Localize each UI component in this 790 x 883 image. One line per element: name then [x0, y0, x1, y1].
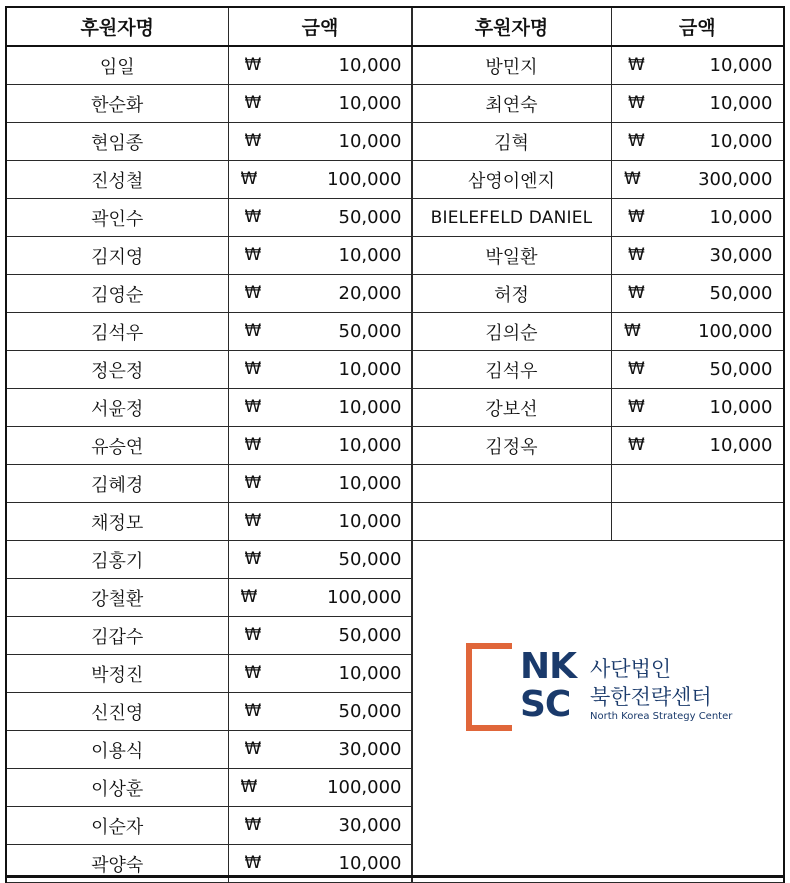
- donation-amount: 50,000: [709, 359, 773, 380]
- donation-amount: 50,000: [338, 207, 402, 228]
- table-row: [6, 199, 412, 237]
- donation-amount-cell: [228, 617, 412, 655]
- donation-amount: 30,000: [338, 739, 402, 760]
- donation-amount-cell: [228, 351, 412, 389]
- donation-amount: 10,000: [338, 435, 402, 456]
- donation-amount: 100,000: [698, 321, 773, 342]
- donation-amount: 10,000: [709, 55, 773, 76]
- donation-amount-cell: [228, 275, 412, 313]
- table-row: [6, 541, 412, 579]
- donor-name: 김갑수: [6, 617, 228, 655]
- table-row: [6, 807, 412, 845]
- table-row: [412, 161, 784, 199]
- table-row: [412, 389, 784, 427]
- table-row: [412, 427, 784, 465]
- donor-name: 유승연: [6, 427, 228, 465]
- donor-name: 김석우: [412, 351, 612, 389]
- donation-amount: 10,000: [709, 435, 773, 456]
- donation-amount: 10,000: [338, 245, 402, 266]
- won-symbol: ₩: [240, 777, 258, 797]
- donor-name: 삼영이엔지: [412, 161, 612, 199]
- donation-amount-cell: [612, 199, 784, 237]
- donation-amount: 10,000: [338, 93, 402, 114]
- donation-amount-cell: [228, 769, 412, 807]
- donation-amount-cell: [612, 389, 784, 427]
- donor-name: 한순화: [6, 85, 228, 123]
- donation-amount: 50,000: [338, 321, 402, 342]
- donation-amount-cell: [228, 313, 412, 351]
- donation-amount: 30,000: [709, 245, 773, 266]
- won-symbol: ₩: [244, 55, 262, 75]
- donor-name: 서윤정: [6, 389, 228, 427]
- table-row: [6, 503, 412, 541]
- donation-amount: 100,000: [327, 587, 402, 608]
- left-donor-table: [5, 6, 413, 883]
- donor-name: 채정모: [6, 503, 228, 541]
- logo-sc: SC: [520, 684, 571, 725]
- table-row: [6, 617, 412, 655]
- empty-cell: [612, 465, 784, 503]
- won-symbol: ₩: [244, 739, 262, 759]
- right-donor-table: [411, 6, 785, 883]
- won-symbol: ₩: [628, 283, 645, 303]
- table-row: [6, 237, 412, 275]
- donor-name: 김혁: [412, 123, 612, 161]
- donor-name: 김의순: [412, 313, 612, 351]
- table-row: [6, 275, 412, 313]
- won-symbol: ₩: [244, 663, 262, 683]
- donation-amount: 10,000: [338, 853, 402, 874]
- won-symbol: ₩: [240, 587, 258, 607]
- won-symbol: ₩: [624, 321, 641, 341]
- table-row: [412, 199, 784, 237]
- table-row: [412, 237, 784, 275]
- donation-amount: 10,000: [709, 397, 773, 418]
- won-symbol: ₩: [244, 815, 262, 835]
- donor-name: 김석우: [6, 313, 228, 351]
- donation-amount: 10,000: [338, 511, 402, 532]
- nksc-logo: [466, 643, 746, 735]
- donor-name: 김혜경: [6, 465, 228, 503]
- donation-amount: 300,000: [698, 169, 773, 190]
- won-symbol: ₩: [628, 93, 645, 113]
- donor-name: 신진영: [6, 693, 228, 731]
- donation-amount: 50,000: [338, 549, 402, 570]
- donation-amount: 10,000: [709, 131, 773, 152]
- table-row: [6, 161, 412, 199]
- logo-korean-bottom: 북한전략센터: [590, 685, 712, 709]
- won-symbol: ₩: [244, 701, 262, 721]
- table-row: [6, 655, 412, 693]
- donor-name: 김홍기: [6, 541, 228, 579]
- donation-amount: 10,000: [709, 93, 773, 114]
- donor-name: 이상훈: [6, 769, 228, 807]
- table-row: [6, 579, 412, 617]
- table-row: [412, 313, 784, 351]
- donation-amount: 50,000: [338, 701, 402, 722]
- donation-amount-cell: [228, 655, 412, 693]
- table-row: [412, 123, 784, 161]
- won-symbol: ₩: [628, 245, 645, 265]
- donation-amount-cell: [612, 275, 784, 313]
- donor-name: 강철환: [6, 579, 228, 617]
- table-row: [412, 85, 784, 123]
- donation-amount: 10,000: [709, 207, 773, 228]
- logo-bracket-icon: [466, 643, 516, 731]
- won-symbol: ₩: [244, 207, 262, 227]
- donor-name: 박정진: [6, 655, 228, 693]
- donation-amount: 10,000: [338, 663, 402, 684]
- won-symbol: ₩: [244, 245, 262, 265]
- empty-cell: [412, 465, 612, 503]
- empty-cell: [412, 503, 612, 541]
- donor-name: 곽양숙: [6, 845, 228, 883]
- won-symbol: ₩: [244, 397, 262, 417]
- donation-amount: 100,000: [327, 169, 402, 190]
- donation-amount-cell: [228, 389, 412, 427]
- donation-amount-cell: [228, 465, 412, 503]
- name-header: 후원자명: [6, 7, 228, 46]
- donation-amount-cell: [228, 579, 412, 617]
- logo-korean-top: 사단법인: [590, 657, 672, 681]
- logo-nk: NK: [520, 646, 577, 687]
- donation-amount-cell: [612, 161, 784, 199]
- table-row: [412, 275, 784, 313]
- donation-amount-cell: [612, 427, 784, 465]
- donation-amount-cell: [612, 46, 784, 85]
- table-row: [6, 465, 412, 503]
- won-symbol: ₩: [244, 359, 262, 379]
- won-symbol: ₩: [244, 473, 262, 493]
- donation-amount-cell: [612, 351, 784, 389]
- donor-name: 김정옥: [412, 427, 612, 465]
- donation-amount-cell: [228, 199, 412, 237]
- won-symbol: ₩: [244, 93, 262, 113]
- donor-name: 곽인수: [6, 199, 228, 237]
- donation-amount: 10,000: [338, 55, 402, 76]
- won-symbol: ₩: [244, 131, 262, 151]
- donor-name: 현임종: [6, 123, 228, 161]
- donor-name: 진성철: [6, 161, 228, 199]
- won-symbol: ₩: [244, 625, 262, 645]
- donor-name: 허정: [412, 275, 612, 313]
- table-row: [6, 693, 412, 731]
- won-symbol: ₩: [244, 283, 262, 303]
- won-symbol: ₩: [240, 169, 258, 189]
- table-row: [6, 123, 412, 161]
- donation-amount: 50,000: [709, 283, 773, 304]
- won-symbol: ₩: [628, 55, 645, 75]
- donation-amount-cell: [612, 313, 784, 351]
- donation-amount-cell: [228, 46, 412, 85]
- donor-name: 방민지: [412, 46, 612, 85]
- donation-amount-cell: [228, 123, 412, 161]
- donor-name: 정은정: [6, 351, 228, 389]
- donor-name: 임일: [6, 46, 228, 85]
- won-symbol: ₩: [244, 853, 262, 873]
- donation-amount: 20,000: [338, 283, 402, 304]
- table-row: [6, 46, 412, 85]
- donor-name: 김지영: [6, 237, 228, 275]
- donation-amount-cell: [612, 123, 784, 161]
- donation-amount: 30,000: [338, 815, 402, 836]
- won-symbol: ₩: [628, 131, 645, 151]
- donation-amount: 100,000: [327, 777, 402, 798]
- amount-header: 금액: [228, 7, 412, 46]
- logo-english: North Korea Strategy Center: [590, 711, 733, 722]
- table-row: [412, 46, 784, 85]
- donation-amount-cell: [228, 503, 412, 541]
- donation-amount: 10,000: [338, 473, 402, 494]
- won-symbol: ₩: [628, 397, 645, 417]
- table-row: [6, 427, 412, 465]
- table-row: [6, 351, 412, 389]
- donation-amount-cell: [228, 427, 412, 465]
- donor-name: BIELEFELD DANIEL: [412, 199, 612, 237]
- won-symbol: ₩: [244, 511, 262, 531]
- donor-name: 이용식: [6, 731, 228, 769]
- won-symbol: ₩: [624, 169, 641, 189]
- donation-amount: 10,000: [338, 359, 402, 380]
- header-row: [412, 7, 784, 46]
- donor-name: 강보선: [412, 389, 612, 427]
- donation-amount-cell: [612, 85, 784, 123]
- amount-header: 금액: [612, 7, 784, 46]
- donation-amount-cell: [228, 161, 412, 199]
- table-row: [6, 731, 412, 769]
- won-symbol: ₩: [628, 435, 645, 455]
- table-row: [6, 769, 412, 807]
- empty-cell: [612, 503, 784, 541]
- donation-amount-cell: [228, 731, 412, 769]
- donor-name: 김영순: [6, 275, 228, 313]
- won-symbol: ₩: [628, 207, 645, 227]
- donation-amount-cell: [228, 541, 412, 579]
- empty-row: [412, 465, 784, 503]
- donor-name: 박일환: [412, 237, 612, 275]
- donation-amount: 50,000: [338, 625, 402, 646]
- donation-amount-cell: [228, 693, 412, 731]
- won-symbol: ₩: [244, 435, 262, 455]
- name-header: 후원자명: [412, 7, 612, 46]
- table-row: [412, 351, 784, 389]
- donation-amount: 10,000: [338, 131, 402, 152]
- won-symbol: ₩: [628, 359, 645, 379]
- donation-amount: 10,000: [338, 397, 402, 418]
- header-row: [6, 7, 412, 46]
- won-symbol: ₩: [244, 321, 262, 341]
- table-row: [6, 389, 412, 427]
- donation-amount-cell: [228, 85, 412, 123]
- won-symbol: ₩: [244, 549, 262, 569]
- donation-amount-cell: [612, 237, 784, 275]
- donor-name: 이순자: [6, 807, 228, 845]
- donation-amount-cell: [228, 237, 412, 275]
- table-row: [6, 85, 412, 123]
- empty-row: [412, 503, 784, 541]
- bottom-border: [5, 875, 783, 878]
- donor-name: 최연숙: [412, 85, 612, 123]
- table-row: [6, 313, 412, 351]
- donation-amount-cell: [228, 807, 412, 845]
